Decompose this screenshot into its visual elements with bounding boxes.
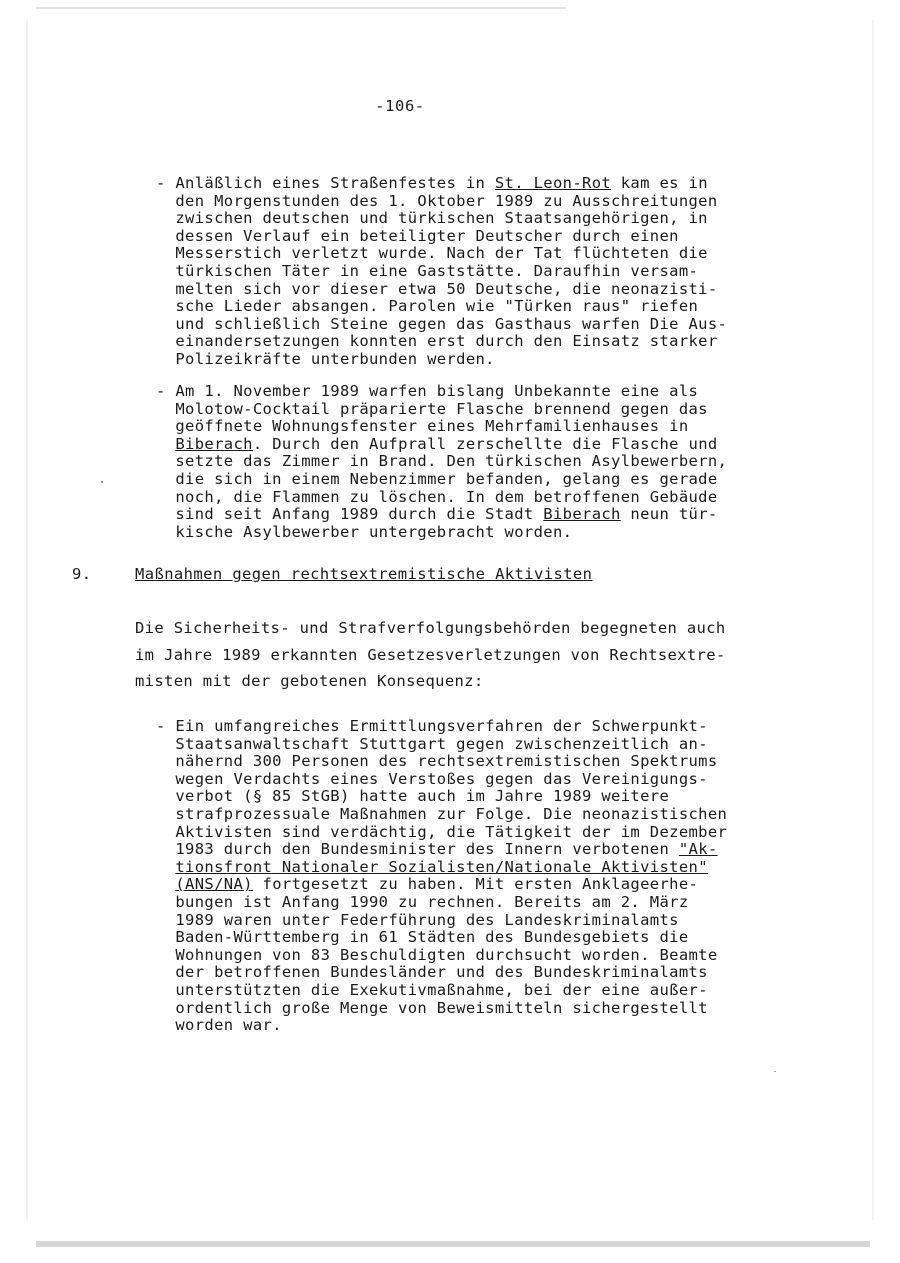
text-line: kische Asylbewerber untergebracht worden. bbox=[156, 522, 573, 541]
text-line: dessen Verlauf ein beteiligter Deutscher durch einen bbox=[156, 226, 679, 245]
text-line: Polizeikräfte unterbunden werden. bbox=[156, 349, 495, 368]
place-name-underlined: Biberach bbox=[543, 505, 621, 524]
text-line: zwischen deutschen und türkischen Staatsangehörigen, in bbox=[156, 209, 708, 228]
scan-edge-left bbox=[26, 20, 28, 1220]
intro-paragraph bbox=[135, 615, 726, 695]
text-line: melten sich vor dieser etwa 50 Deutsche, die neonazisti- bbox=[156, 279, 718, 298]
text-line: noch, die Flammen zu löschen. In dem betroffenen Gebäude bbox=[156, 487, 718, 506]
text-line: einandersetzungen konnten erst durch den Einsatz starker bbox=[156, 332, 718, 351]
text-line: und schließlich Steine gegen das Gasthaus warfen Die Aus- bbox=[156, 314, 728, 333]
text-line bbox=[156, 875, 175, 893]
text-line: nähernd 300 Personen des rechtsextremistischen Spektrums bbox=[156, 752, 718, 771]
text-line: Aktivisten sind verdächtig, die Tätigkeit der im Dezember bbox=[156, 822, 728, 841]
text-line: worden war. bbox=[156, 1016, 282, 1035]
text-line: den Morgenstunden des 1. Oktober 1989 zu Ausschreitungen bbox=[156, 191, 718, 210]
text-line bbox=[156, 435, 175, 453]
text-line: Wohnungen von 83 Beschuldigten durchsucht worden. Beamte bbox=[156, 945, 718, 964]
text-line bbox=[156, 858, 175, 876]
text-line: unterstützten die Exekutivmaßnahme, bei der eine außer- bbox=[156, 980, 708, 999]
scan-edge-bottom bbox=[36, 1241, 870, 1247]
text-line: neun tür- bbox=[620, 505, 718, 524]
text-line: strafprozessuale Maßnahmen zur Folge. Die neonazistischen bbox=[156, 804, 728, 823]
text-line: türkischen Täter in eine Gaststätte. Daraufhin versam- bbox=[156, 261, 699, 280]
text-line: im Jahre 1989 erkannten Gesetzesverletzungen von Rechtsextre- bbox=[135, 645, 726, 664]
bullet-paragraph-st-leon-rot bbox=[156, 175, 727, 369]
place-name-underlined: Biberach bbox=[175, 434, 253, 453]
text-line: sind seit Anfang 1989 durch die Stadt bbox=[156, 505, 544, 524]
scan-edge-right bbox=[872, 20, 874, 1220]
text-line: wegen Verdachts eines Verstoßes gegen das Vereinigungs- bbox=[156, 769, 708, 788]
text-line: bungen ist Anfang 1990 zu rechnen. Bereits am 2. März bbox=[156, 892, 689, 911]
organization-abbreviation-underlined: (ANS/NA) bbox=[175, 875, 253, 894]
scan-speck bbox=[774, 1071, 776, 1072]
text-line: die sich in einem Nebenzimmer befanden, gelang es gerade bbox=[156, 469, 718, 488]
text-line: . Durch den Aufprall zerschellte die Flasche und bbox=[252, 434, 718, 453]
text-line: fortgesetzt zu haben. Mit ersten Anklageerhe- bbox=[252, 875, 699, 894]
text-line: geöffnete Wohnungsfenster eines Mehrfamilienhauses in bbox=[156, 417, 689, 436]
text-line: - Anläßlich eines Straßenfestes in bbox=[156, 174, 495, 192]
text-line: Staatsanwaltschaft Stuttgart gegen zwischenzeitlich an- bbox=[156, 734, 708, 753]
bullet-paragraph-biberach bbox=[156, 383, 727, 541]
text-line: kam es in bbox=[611, 174, 708, 192]
page-number: -106- bbox=[375, 97, 425, 115]
text-line: - Ein umfangreiches Ermittlungsverfahren der Schwerpunkt- bbox=[156, 717, 708, 735]
organization-name-underlined: tionsfront Nationaler Sozialisten/Nationale Aktivisten" bbox=[175, 857, 708, 876]
text-line: 1983 durch den Bundesminister des Innern verbotenen bbox=[156, 840, 679, 859]
text-line: Molotow-Cocktail präparierte Flasche brennend gegen das bbox=[156, 399, 708, 418]
scan-edge-top bbox=[36, 7, 566, 9]
text-line: der betroffenen Bundesländer und des Bundeskriminalamts bbox=[156, 963, 708, 982]
text-line: Baden-Württemberg in 61 Städten des Bundesgebiets die bbox=[156, 928, 689, 947]
text-line: Die Sicherheits- und Strafverfolgungsbehörden begegneten auch bbox=[135, 619, 726, 637]
place-name-underlined: St. Leon-Rot bbox=[494, 174, 612, 192]
scan-speck bbox=[101, 481, 103, 483]
section-title: Maßnahmen gegen rechtsextremistische Aktivisten bbox=[135, 565, 593, 583]
text-line: misten mit der gebotenen Konsequenz: bbox=[135, 672, 484, 690]
text-line: - Am 1. November 1989 warfen bislang Unbekannte eine als bbox=[156, 382, 699, 400]
organization-name-underlined: "Ak- bbox=[678, 840, 718, 859]
text-line: 1989 waren unter Federführung des Landeskriminalamts bbox=[156, 910, 679, 929]
text-line: verbot (§ 85 StGB) hatte auch im Jahre 1989 weitere bbox=[156, 787, 670, 806]
section-number: 9. bbox=[72, 565, 92, 583]
bullet-paragraph-ermittlungsverfahren bbox=[156, 718, 727, 1035]
text-line: Messerstich verletzt wurde. Nach der Tat flüchteten die bbox=[156, 244, 708, 263]
text-line: ordentlich große Menge von Beweismitteln sichergestellt bbox=[156, 998, 708, 1017]
text-line: sche Lieder absangen. Parolen wie "Türken raus" riefen bbox=[156, 297, 699, 316]
text-line: setzte das Zimmer in Brand. Den türkischen Asylbewerbern, bbox=[156, 452, 728, 471]
